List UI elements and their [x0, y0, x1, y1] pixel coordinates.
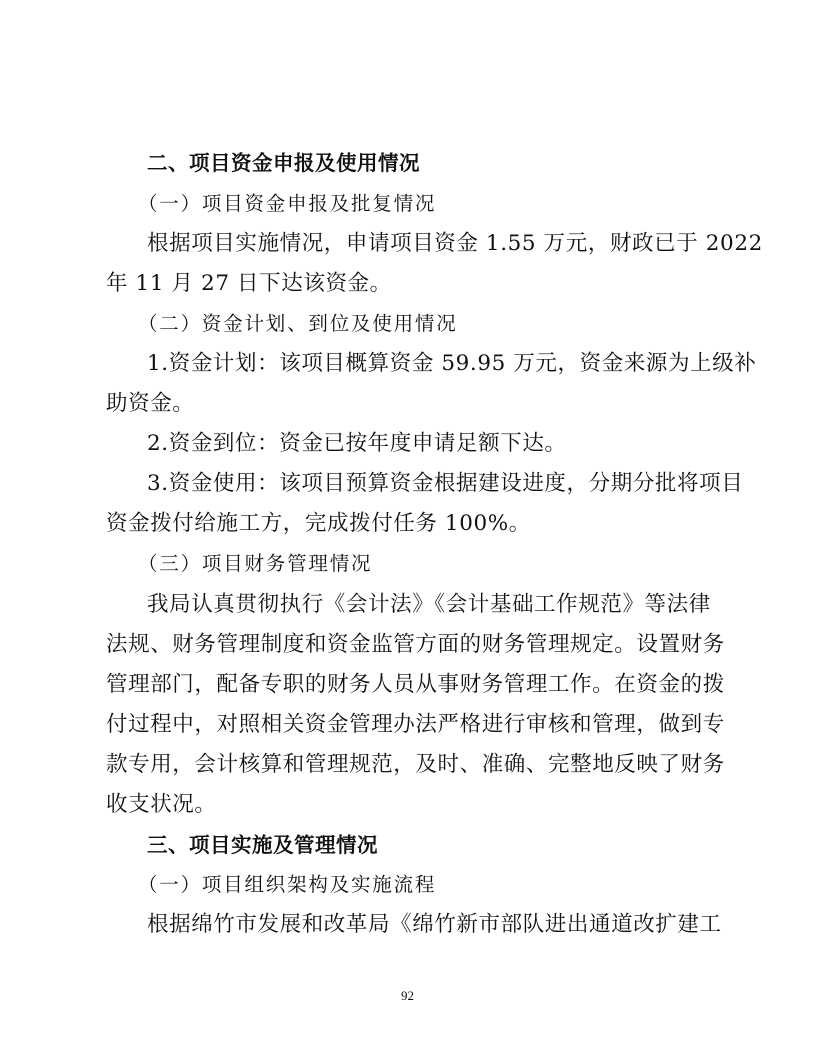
page-number: 92: [401, 988, 414, 1003]
paragraph-line: 付过程中，对照相关资金管理办法严格进行审核和管理，做到专: [106, 712, 725, 737]
subsection-heading-3-1: （一）项目组织架构及实施流程: [138, 873, 437, 896]
paragraph-line: 法规、财务管理制度和资金监管方面的财务管理规定。设置财务: [106, 632, 725, 657]
paragraph-line: 我局认真贯彻执行《会计法》《会计基础工作规范》等法律: [147, 592, 711, 617]
section-heading-2: 二、项目资金申报及使用情况: [147, 151, 420, 175]
subsection-heading-2-3: （三）项目财务管理情况: [138, 552, 373, 575]
paragraph-line: 款专用，会计核算和管理规范，及时、准确、完整地反映了财务: [106, 752, 725, 777]
subsection-heading-2-2: （二）资金计划、到位及使用情况: [138, 312, 458, 335]
paragraph-line: 年 11 月 27 日下达该资金。: [106, 271, 392, 296]
paragraph-line: 1.资金计划：该项目概算资金 59.95 万元，资金来源为上级补: [147, 351, 757, 376]
paragraph-line: 2.资金到位：资金已按年度申请足额下达。: [147, 431, 567, 456]
section-heading-3: 三、项目实施及管理情况: [147, 833, 378, 857]
paragraph-line: 根据绵竹市发展和改革局《绵竹新市部队进出通道改扩建工: [147, 912, 722, 937]
paragraph-line: 管理部门，配备专职的财务人员从事财务管理工作。在资金的拨: [106, 672, 725, 697]
paragraph-line: 根据项目实施情况，申请项目资金 1.55 万元，财政已于 2022: [147, 231, 763, 256]
paragraph-line: 助资金。: [106, 391, 195, 416]
paragraph-line: 资金拨付给施工方，完成拨付任务 100%。: [106, 511, 531, 536]
paragraph-line: 3.资金使用：该项目预算资金根据建设进度，分期分批将项目: [147, 471, 744, 496]
subsection-heading-2-1: （一）项目资金申报及批复情况: [138, 192, 437, 215]
paragraph-line: 收支状况。: [106, 792, 217, 817]
